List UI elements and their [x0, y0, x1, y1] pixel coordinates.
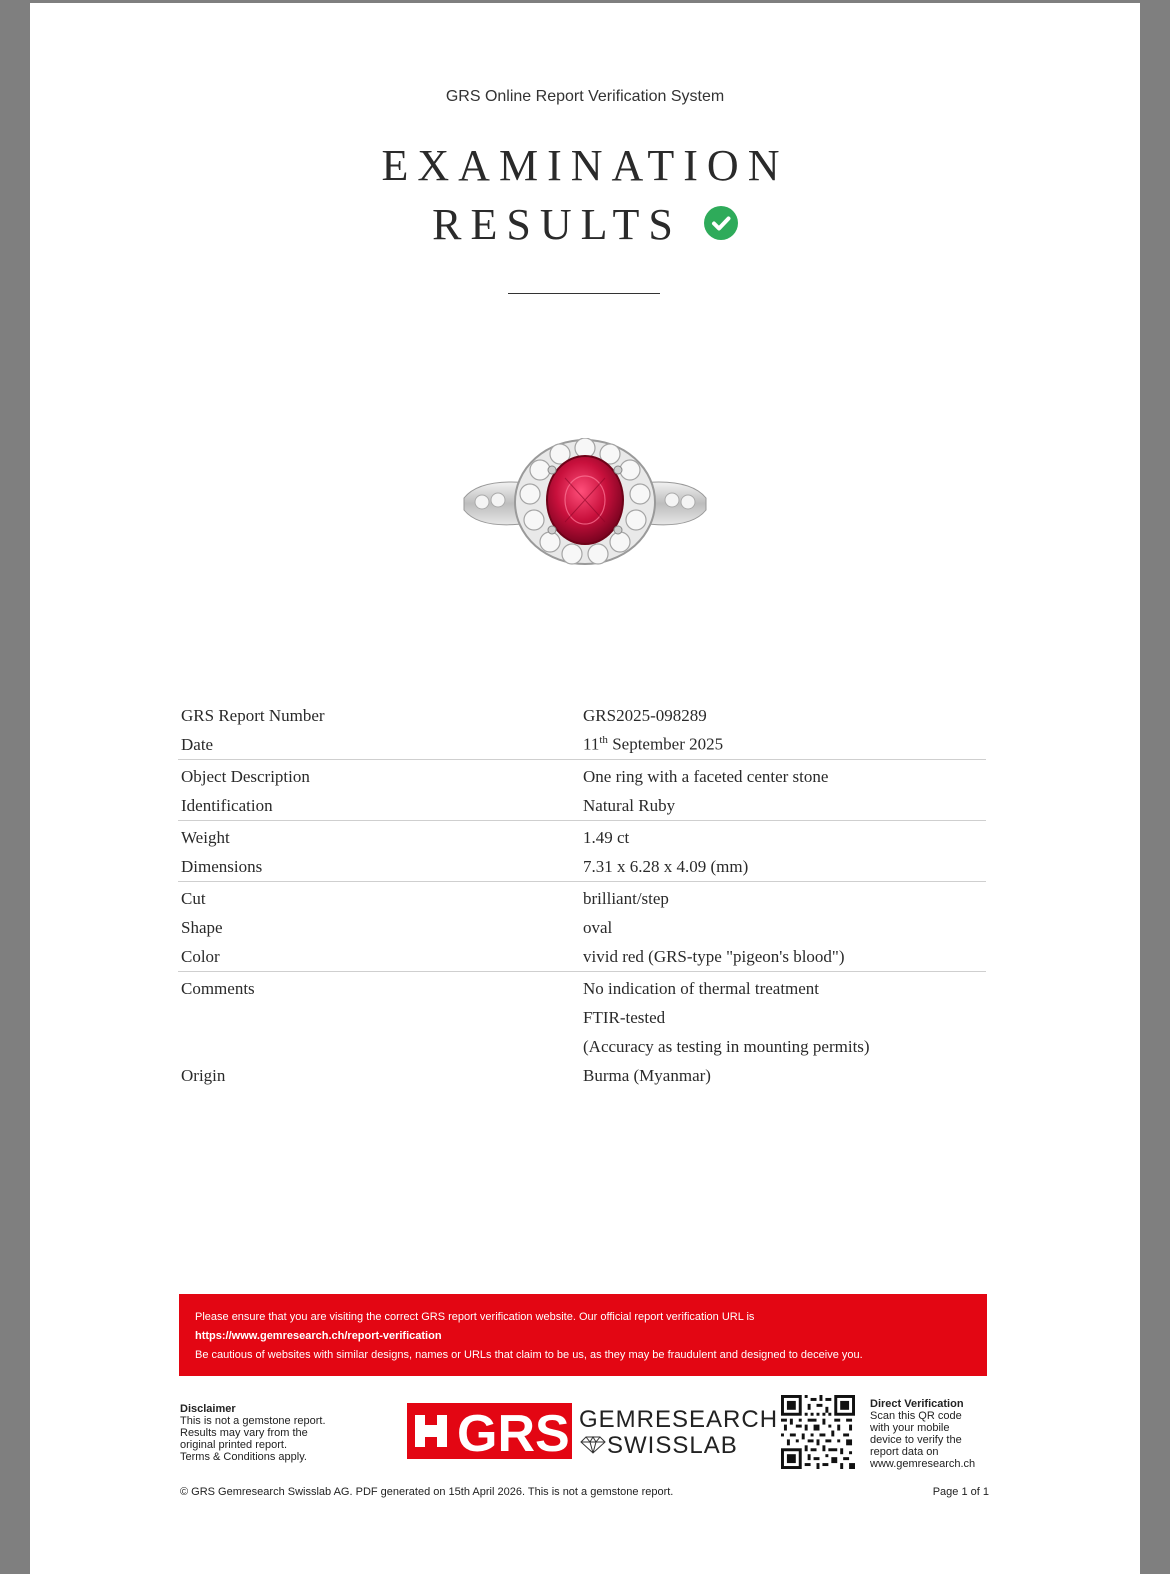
disclaimer-title: Disclaimer: [180, 1403, 236, 1415]
direct-verification-line: Scan this QR code: [870, 1410, 962, 1422]
row-label: GRS Report Number: [181, 705, 325, 725]
disclaimer: [180, 1403, 326, 1463]
row-value: 7.31 x 6.28 x 4.09 (mm): [583, 852, 986, 882]
footer-page-number: Page 1 of 1: [932, 1486, 989, 1498]
row-value: Burma (Myanmar): [583, 1065, 711, 1085]
logo-name-line2: SWISSLAB: [579, 1433, 778, 1460]
disclaimer-line: Results may vary from the: [180, 1427, 308, 1439]
warning-line3: Be cautious of websites with similar designs, names or URLs that claim to be us, as they may be fraudulent and designed to deceive you.: [195, 1349, 863, 1361]
warning-line1: Please ensure that you are visiting the correct GRS report verification website. Our official report verification URL is: [195, 1311, 755, 1323]
qr-code-icon[interactable]: [781, 1395, 855, 1469]
diamond-icon: [579, 1434, 607, 1460]
check-circle-icon: [704, 206, 738, 240]
grs-logo: [407, 1403, 572, 1459]
table-row: [178, 791, 986, 821]
title-divider: [508, 293, 660, 294]
table-row: [178, 1061, 986, 1090]
disclaimer-line: Terms & Conditions apply.: [180, 1451, 307, 1463]
row-label: Comments: [181, 978, 255, 998]
table-row: [178, 1032, 986, 1061]
direct-verification-line: report data on: [870, 1446, 939, 1458]
row-label: Object Description: [181, 766, 310, 786]
row-label: Shape: [181, 917, 223, 937]
table-row: [178, 760, 986, 792]
row-value: vivid red (GRS-type "pigeon's blood"): [583, 942, 986, 972]
table-row: [178, 942, 986, 972]
table-row: [178, 852, 986, 882]
table-row: [178, 821, 986, 853]
grs-logo-text: GRS: [457, 1405, 570, 1459]
direct-verification-line: device to verify the: [870, 1434, 962, 1446]
row-value: oval: [583, 917, 613, 937]
logo-name-line1: GEMRESEARCH: [579, 1406, 779, 1433]
footer-copyright: © GRS Gemresearch Swisslab AG. PDF generated on 15th April 2026. This is not a gemstone report.: [180, 1486, 674, 1498]
direct-verification: [870, 1398, 975, 1470]
page-title-line1: EXAMINATION: [381, 141, 789, 190]
verification-url-link[interactable]: https://www.gemresearch.ch/report-verification: [195, 1330, 442, 1342]
table-row: [178, 701, 986, 730]
disclaimer-line: This is not a gemstone report.: [180, 1415, 326, 1427]
system-title: GRS Online Report Verification System: [445, 88, 725, 105]
table-row: [178, 972, 986, 1004]
row-value: FTIR-tested: [583, 1007, 666, 1027]
direct-verification-line: with your mobile: [870, 1422, 950, 1434]
row-value: One ring with a faceted center stone: [583, 766, 829, 786]
row-value: No indication of thermal treatment: [583, 978, 820, 998]
row-label: Identification: [178, 791, 583, 821]
row-value: 1.49 ct: [583, 827, 630, 847]
row-value: 11th September 2025: [583, 730, 986, 760]
logo-name: [579, 1407, 778, 1460]
row-label: [178, 1003, 583, 1032]
table-row: [178, 1003, 986, 1032]
disclaimer-line: original printed report.: [180, 1439, 288, 1451]
row-value: brilliant/step: [583, 888, 669, 908]
direct-verification-title: Direct Verification: [870, 1398, 964, 1410]
row-label: [178, 1032, 583, 1061]
row-value: GRS2025-098289: [583, 705, 707, 725]
row-label: Cut: [181, 888, 206, 908]
report-data-table: [178, 701, 986, 1090]
row-label: Weight: [181, 827, 230, 847]
direct-verification-link[interactable]: www.gemresearch.ch: [870, 1458, 976, 1470]
page-title-results: RESULTS: [432, 200, 682, 249]
table-row: [178, 730, 986, 760]
ring-image: [460, 438, 710, 568]
report-page: [30, 3, 1140, 1574]
row-label: Origin: [181, 1065, 226, 1085]
verification-warning-banner: [179, 1294, 987, 1376]
row-value: Natural Ruby: [583, 791, 986, 821]
grs-logo-mark: [407, 1403, 572, 1459]
table-row: [178, 882, 986, 914]
row-label: Color: [178, 942, 583, 972]
row-label: Dimensions: [178, 852, 583, 882]
row-label: Date: [178, 730, 583, 760]
table-row: [178, 913, 986, 942]
page-title-line2: [30, 199, 1140, 250]
row-value: (Accuracy as testing in mounting permits): [583, 1036, 870, 1056]
